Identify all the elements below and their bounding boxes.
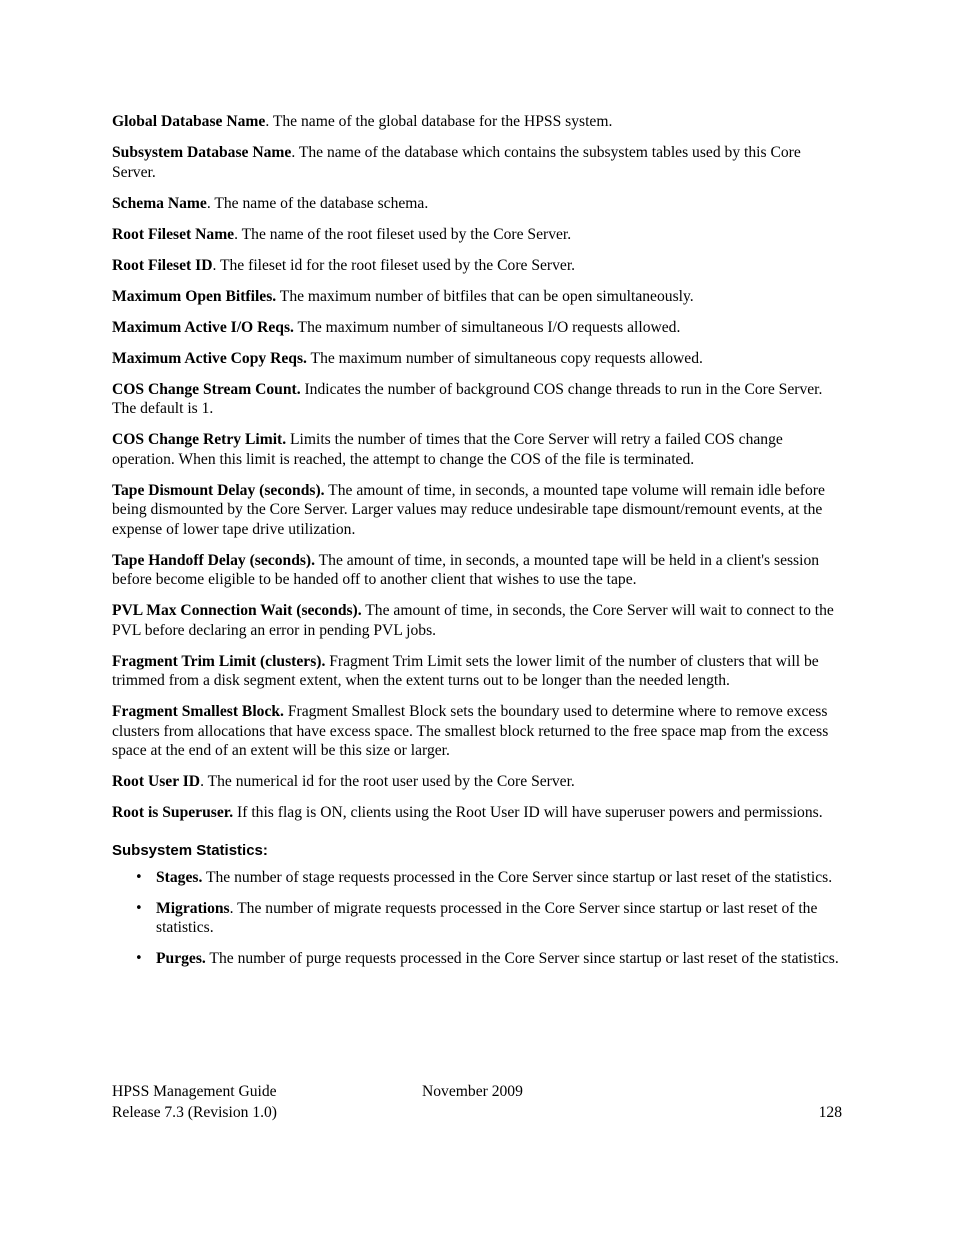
definition-description: . The name of the global database for the HPSS system. xyxy=(265,113,613,130)
definition-term: Maximum Active I/O Reqs. xyxy=(112,318,294,336)
definition-term: COS Change Retry Limit. xyxy=(112,431,287,448)
page-content xyxy=(112,112,842,980)
definition-description: If this flag is ON, clients using the Root User ID will have superuser powers and permissions. xyxy=(233,804,823,821)
bullet-icon: • xyxy=(135,900,143,916)
statistics-item-purges xyxy=(112,949,842,969)
statistics-item-stages xyxy=(112,868,842,888)
definition-description: The amount of time, in seconds, a mounted tape will be held in a client's session before become eligible to be handed off to another client that wishes to use the tape. xyxy=(112,551,820,588)
definition-pvl-max-connection-wait xyxy=(112,601,842,640)
statistics-term: Stages. xyxy=(156,868,203,886)
definition-term: COS Change Stream Count. xyxy=(112,380,301,398)
definition-maximum-active-copy-reqs xyxy=(112,349,842,369)
definition-term: Tape Dismount Delay (seconds). xyxy=(112,481,325,499)
statistics-description: . The number of migrate requests processed in the Core Server since startup or last reset of the statistics. xyxy=(156,899,818,936)
definition-description: The maximum number of simultaneous copy requests allowed. xyxy=(306,349,703,367)
definition-root-is-superuser xyxy=(112,803,842,823)
statistics-description: The number of purge requests processed in the Core Server since startup or last reset of the statistics. xyxy=(205,950,839,967)
footer-date: November 2009 xyxy=(422,1083,523,1100)
definition-term: Root Fileset Name xyxy=(112,225,235,243)
footer-guide-title: HPSS Management Guide xyxy=(112,1083,277,1100)
definition-description: Fragment Trim Limit sets the lower limit of the number of clusters that will be trimmed from a disk segment extent, when the extent turns out to be longer than the needed length. xyxy=(112,652,819,689)
definition-description: . The name of the root fileset used by the Core Server. xyxy=(234,225,572,243)
statistics-term: Migrations xyxy=(156,899,230,917)
definition-term: Schema Name xyxy=(112,194,207,212)
definition-root-user-id xyxy=(112,772,842,792)
definition-description: Indicates the number of background COS change threads to run in the Core Server. The default is 1. xyxy=(112,380,823,417)
definition-description: Limits the number of times that the Core Server will retry a failed COS change operation. When this limit is reached, the attempt to change the COS of the file is terminated. xyxy=(112,431,783,468)
definition-term: Fragment Trim Limit (clusters). xyxy=(112,652,326,670)
definition-global-database-name xyxy=(112,112,842,132)
definition-term: Root is Superuser. xyxy=(112,804,234,821)
definition-term: PVL Max Connection Wait (seconds). xyxy=(112,602,362,619)
definition-description: . The fileset id for the root fileset used by the Core Server. xyxy=(212,256,576,274)
definition-term: Global Database Name xyxy=(112,113,266,130)
definition-description: Fragment Smallest Block sets the boundary used to determine where to remove excess clusters from allocations that have excess space. The smallest block returned to the free space map from the excess space at the end of an extent will be this size or larger. xyxy=(112,703,829,759)
section-heading-subsystem-statistics: Subsystem Statistics: xyxy=(112,841,268,859)
statistics-term: Purges. xyxy=(156,950,206,967)
definition-description: The amount of time, in seconds, the Core Server will wait to connect to the PVL before declaring an error in pending PVL jobs. xyxy=(112,602,834,639)
definition-maximum-open-bitfiles xyxy=(112,287,842,307)
definition-cos-change-stream-count xyxy=(112,380,842,419)
definition-fragment-trim-limit xyxy=(112,652,842,691)
bullet-icon: • xyxy=(135,951,143,966)
footer-release: Release 7.3 (Revision 1.0) xyxy=(112,1103,277,1121)
definition-tape-dismount-delay xyxy=(112,481,842,540)
definition-description: . The name of the database which contains the subsystem tables used by this Core Server. xyxy=(112,144,801,181)
definition-root-fileset-id xyxy=(112,256,842,276)
definition-description: The maximum number of simultaneous I/O requests allowed. xyxy=(293,318,681,336)
page-footer xyxy=(112,1082,842,1124)
definition-term: Tape Handoff Delay (seconds). xyxy=(112,551,316,569)
definition-term: Subsystem Database Name xyxy=(112,144,292,161)
definition-schema-name xyxy=(112,194,842,214)
definition-fragment-smallest-block xyxy=(112,702,842,761)
statistics-item-migrations xyxy=(112,899,842,938)
definition-term: Fragment Smallest Block. xyxy=(112,703,284,720)
definition-term: Root User ID xyxy=(112,773,201,790)
statistics-list xyxy=(112,868,842,969)
definition-tape-handoff-delay xyxy=(112,551,842,590)
definition-term: Root Fileset ID xyxy=(112,256,213,274)
definition-root-fileset-name xyxy=(112,225,842,245)
definition-cos-change-retry-limit xyxy=(112,430,842,469)
statistics-description: The number of stage requests processed in the Core Server since startup or last reset of the statistics. xyxy=(202,868,833,886)
bullet-icon: • xyxy=(135,869,143,885)
footer-page-number: 128 xyxy=(818,1103,842,1121)
definition-description: The amount of time, in seconds, a mounted tape volume will remain idle before being dismounted by the Core Server. Larger values may reduce undesirable tape dismount/remount events, at the expense of lower tape drive utilization. xyxy=(112,481,825,538)
definition-term: Maximum Active Copy Reqs. xyxy=(112,349,307,367)
definition-description: . The numerical id for the root user used by the Core Server. xyxy=(200,773,575,790)
definition-subsystem-database-name xyxy=(112,143,842,182)
definition-maximum-active-io-reqs xyxy=(112,318,842,338)
definition-description: . The name of the database schema. xyxy=(206,194,429,212)
definition-term: Maximum Open Bitfiles. xyxy=(112,287,277,305)
definition-description: The maximum number of bitfiles that can be open simultaneously. xyxy=(276,287,694,305)
